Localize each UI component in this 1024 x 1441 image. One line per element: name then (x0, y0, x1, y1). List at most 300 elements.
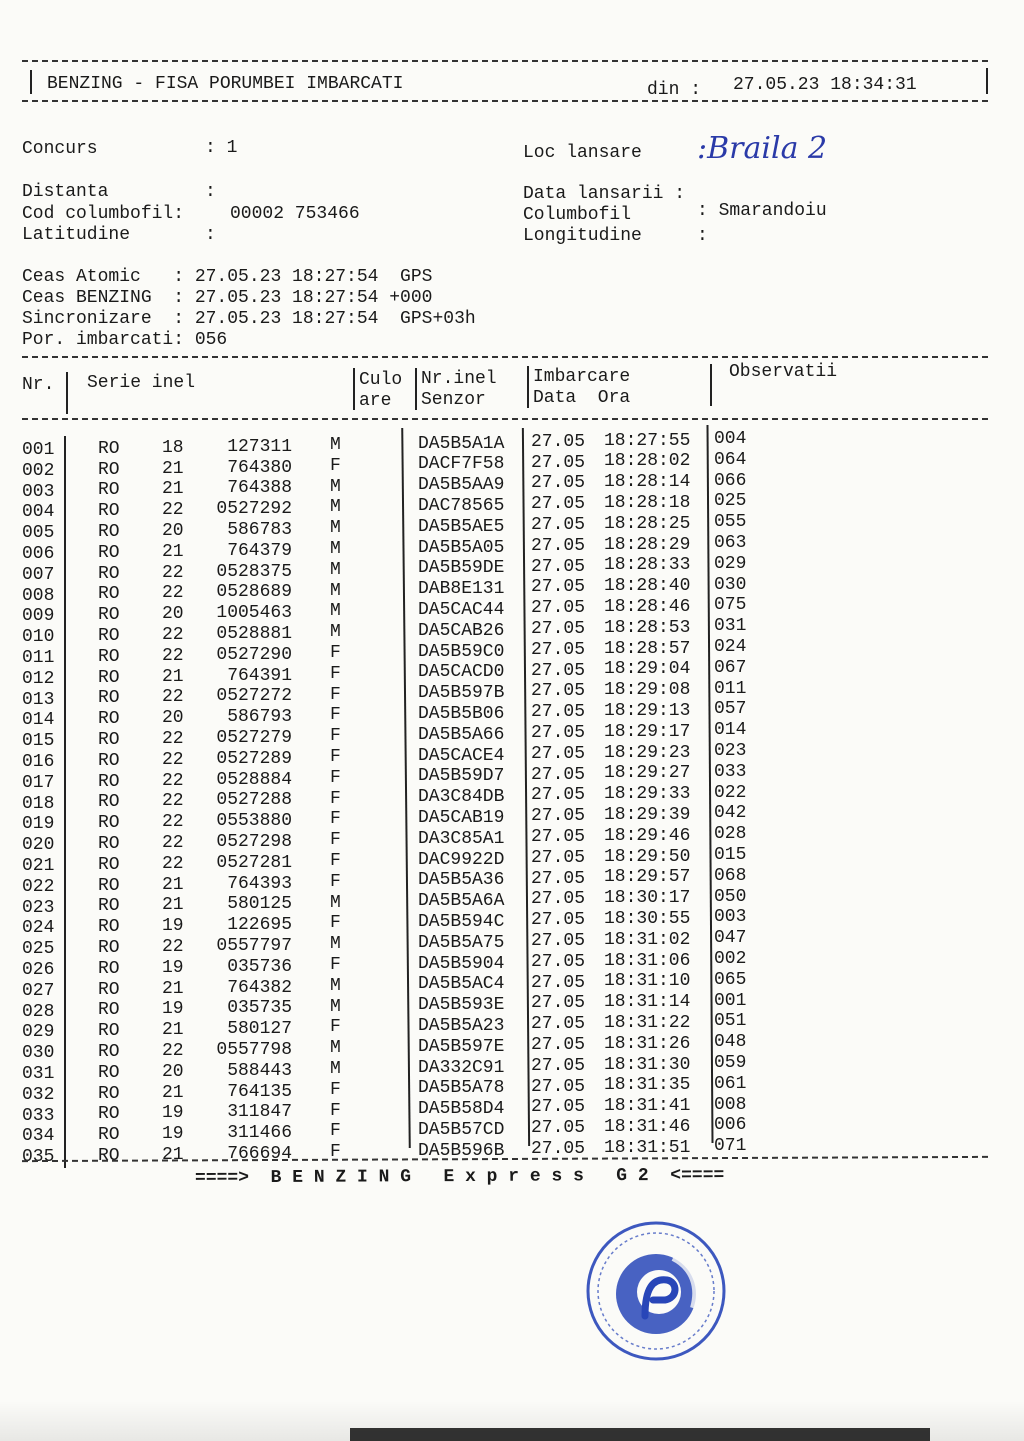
row-ring-number: 0527298 (216, 832, 293, 853)
row-year: 22 (162, 500, 184, 521)
row-sex: F (330, 705, 341, 726)
row-country: RO (98, 438, 120, 459)
row-date: 27.05 (531, 806, 586, 827)
row-ring-number: 580127 (227, 1019, 292, 1040)
row-country: RO (98, 896, 120, 917)
latitudine-label: Latitudine (22, 225, 131, 245)
row-country: RO (98, 792, 120, 813)
row-year: 20 (162, 604, 184, 625)
col-sep-1 (66, 372, 68, 414)
row-country: RO (98, 917, 120, 938)
row-ring-number: 0528881 (216, 624, 293, 645)
row-date: 27.05 (531, 494, 586, 515)
row-sensor: DA5B5AC4 (418, 974, 505, 995)
row-ring-number: 588443 (227, 1060, 292, 1081)
row-country: RO (98, 646, 120, 667)
row-ring-number: 764393 (227, 873, 292, 894)
row-nr: 015 (22, 731, 55, 752)
row-ring-number: 766694 (227, 1143, 292, 1164)
row-sex: F (330, 643, 341, 664)
sincronizare-line: Sincronizare : 27.05.23 18:27:54 GPS+03h (22, 309, 476, 329)
row-time: 18:31:02 (604, 929, 691, 950)
row-observation: 033 (714, 761, 747, 782)
row-date: 27.05 (531, 535, 586, 556)
row-sensor: DACF7F58 (418, 454, 505, 475)
row-time: 18:28:25 (604, 513, 691, 534)
row-sex: F (330, 851, 341, 872)
row-observation: 003 (714, 907, 747, 928)
row-sensor: DA5B594C (418, 912, 505, 933)
loc-lansare-label: Loc lansare (523, 143, 642, 163)
row-observation: 002 (714, 948, 747, 969)
row-date: 27.05 (531, 515, 586, 536)
row-year: 21 (162, 479, 184, 500)
row-time: 18:29:57 (604, 867, 691, 888)
header-left-bar (30, 70, 32, 94)
row-year: 22 (162, 687, 184, 708)
row-sex: F (330, 913, 341, 934)
row-time: 18:28:53 (604, 617, 691, 638)
row-year: 21 (162, 978, 184, 999)
row-sex: F (330, 455, 341, 476)
row-ring-number: 311847 (227, 1102, 292, 1123)
row-sex: F (330, 830, 341, 851)
row-year: 20 (162, 708, 184, 729)
row-sex: F (330, 1079, 341, 1100)
row-country: RO (98, 1083, 120, 1104)
top-dashed-line (22, 60, 988, 62)
row-sensor: DA5B5904 (418, 953, 505, 974)
row-year: 19 (162, 1103, 184, 1124)
row-nr: 011 (22, 648, 55, 668)
row-year: 22 (162, 645, 184, 666)
row-nr: 014 (22, 710, 55, 731)
row-date: 27.05 (531, 577, 586, 598)
row-time: 18:28:57 (604, 638, 691, 659)
row-observation: 068 (714, 865, 747, 886)
row-date: 27.05 (531, 1014, 586, 1035)
row-ring-number: 764379 (227, 540, 292, 561)
row-sex: M (330, 539, 341, 560)
row-nr: 005 (22, 523, 55, 544)
row-nr: 024 (22, 918, 55, 939)
row-nr: 003 (22, 481, 55, 502)
row-country: RO (98, 480, 120, 501)
row-date: 27.05 (531, 1076, 586, 1097)
row-year: 19 (162, 916, 184, 937)
row-sex: F (330, 747, 341, 768)
row-country: RO (98, 771, 120, 792)
row-ring-number: 1005463 (216, 603, 293, 624)
col-imbarcare-header: Imbarcare (533, 367, 631, 387)
row-observation: 051 (714, 1011, 747, 1032)
col-culo-header: Culo (359, 370, 403, 390)
row-time: 18:29:13 (604, 701, 691, 722)
row-observation: 004 (714, 428, 747, 449)
row-date: 27.05 (531, 931, 586, 952)
row-observation: 050 (714, 886, 747, 907)
row-time: 18:31:46 (604, 1117, 691, 1138)
row-nr: 008 (22, 585, 55, 606)
row-date: 27.05 (531, 1035, 586, 1056)
row-nr: 031 (22, 1064, 55, 1084)
row-year: 19 (162, 957, 184, 978)
row-ring-number: 764380 (227, 457, 292, 478)
row-observation: 028 (714, 824, 747, 845)
din-label: din : (647, 80, 702, 100)
row-observation: 047 (714, 928, 747, 949)
row-date: 27.05 (531, 452, 586, 473)
row-sensor: DA5B58D4 (418, 1099, 505, 1120)
row-sensor: DA5B5A6A (418, 891, 505, 912)
row-country: RO (98, 937, 120, 958)
row-nr: 025 (22, 939, 55, 960)
row-observation: 011 (714, 678, 747, 699)
row-sex: F (330, 871, 341, 892)
row-sex: M (330, 518, 341, 539)
row-sex: F (330, 1017, 341, 1038)
row-observation: 014 (714, 720, 747, 741)
col-dataora-header: Data Ora (533, 388, 631, 408)
row-date: 27.05 (531, 431, 586, 452)
row-ring-number: 764388 (227, 478, 292, 499)
loc-lansare-handwritten: :Braila 2 (697, 131, 828, 166)
row-observation: 025 (714, 491, 747, 512)
row-year: 22 (162, 728, 184, 749)
row-sensor: DA5B57CD (418, 1120, 505, 1141)
row-time: 18:29:50 (604, 846, 691, 867)
latitudine-value: : (205, 225, 216, 245)
row-nr: 023 (22, 897, 55, 918)
row-sex: M (330, 601, 341, 622)
row-time: 18:31:26 (604, 1033, 691, 1054)
row-year: 21 (162, 874, 184, 895)
row-country: RO (98, 605, 120, 626)
row-country: RO (98, 979, 120, 1000)
row-sex: M (330, 622, 341, 643)
cod-columbofil-value: 00002 753466 (230, 204, 360, 224)
row-observation: 015 (714, 844, 747, 865)
header-bottom-line (22, 100, 988, 102)
row-sex: F (330, 684, 341, 705)
table-top-line (22, 356, 988, 358)
row-date: 27.05 (531, 598, 586, 619)
row-sensor: DA5B59C0 (418, 641, 505, 662)
cod-columbofil-label: Cod columbofil: (22, 204, 185, 224)
row-nr: 004 (22, 502, 55, 523)
row-country: RO (98, 1125, 120, 1146)
row-nr: 012 (22, 668, 55, 689)
row-year: 22 (162, 853, 184, 874)
row-nr: 016 (22, 752, 55, 772)
row-observation: 022 (714, 782, 747, 803)
row-date: 27.05 (531, 556, 586, 577)
row-country: RO (98, 584, 120, 605)
row-time: 18:31:14 (604, 992, 691, 1013)
columbofil-label: Columbofil (523, 205, 632, 225)
row-time: 18:31:10 (604, 971, 691, 992)
row-nr: 010 (22, 627, 55, 648)
row-time: 18:29:04 (604, 659, 691, 680)
row-nr: 029 (22, 1022, 55, 1043)
row-sensor: DA5CAB26 (418, 620, 505, 641)
row-observation: 024 (714, 636, 747, 657)
row-year: 22 (162, 770, 184, 791)
row-sensor: DA3C84DB (418, 787, 505, 808)
row-observation: 031 (714, 616, 747, 637)
row-date: 27.05 (531, 1097, 586, 1118)
row-sensor: DA5CACE4 (418, 745, 505, 766)
row-year: 22 (162, 583, 184, 604)
concurs-value: : 1 (205, 138, 238, 158)
row-nr: 020 (22, 835, 55, 856)
row-nr: 006 (22, 544, 55, 564)
row-sensor: DAC9922D (418, 849, 505, 870)
row-year: 22 (162, 832, 184, 853)
row-time: 18:31:06 (604, 950, 691, 971)
row-nr: 027 (22, 980, 55, 1001)
row-date: 27.05 (531, 972, 586, 993)
row-ring-number: 0557797 (216, 936, 293, 957)
ceas-atomic-line: Ceas Atomic : 27.05.23 18:27:54 GPS (22, 267, 433, 287)
row-sensor: DA5B5AE5 (418, 516, 505, 537)
row-sex: F (330, 809, 341, 830)
row-sex: F (330, 1121, 341, 1142)
row-sex: M (330, 975, 341, 996)
row-year: 19 (162, 1124, 184, 1145)
row-time: 18:29:23 (604, 742, 691, 763)
row-time: 18:27:55 (604, 430, 691, 451)
row-time: 18:31:30 (604, 1054, 691, 1075)
row-year: 21 (162, 458, 184, 479)
row-time: 18:28:02 (604, 451, 691, 472)
row-country: RO (98, 1062, 120, 1083)
row-country: RO (98, 875, 120, 896)
row-country: RO (98, 667, 120, 688)
row-date: 27.05 (531, 1055, 586, 1076)
row-date: 27.05 (531, 785, 586, 806)
row-ring-number: 764135 (227, 1081, 292, 1102)
row-time: 18:29:08 (604, 680, 691, 701)
row-sensor: DA5B597B (418, 683, 505, 704)
row-date: 27.05 (531, 910, 586, 931)
row-sensor: DA5B593E (418, 995, 505, 1016)
row-time: 18:28:46 (604, 597, 691, 618)
row-country: RO (98, 688, 120, 709)
row-sensor: DA3C85A1 (418, 828, 505, 849)
row-nr: 028 (22, 1001, 55, 1022)
row-year: 22 (162, 1040, 184, 1061)
row-nr: 017 (22, 772, 55, 793)
row-ring-number: 035736 (227, 956, 292, 977)
row-ring-number: 311466 (227, 1123, 292, 1144)
row-observation: 065 (714, 969, 747, 990)
row-nr: 009 (22, 606, 55, 627)
columbofil-value: : Smarandoiu (697, 201, 827, 221)
row-time: 18:29:39 (604, 805, 691, 826)
row-ring-number: 0528884 (216, 769, 293, 790)
longitudine-value: : (697, 226, 708, 246)
row-sex: M (330, 934, 341, 955)
row-country: RO (98, 1041, 120, 1062)
row-sensor: DA5CAC44 (418, 600, 505, 621)
row-country: RO (98, 729, 120, 750)
row-observation: 006 (714, 1115, 747, 1136)
row-date: 27.05 (531, 681, 586, 702)
row-date: 27.05 (531, 993, 586, 1014)
row-country: RO (98, 501, 120, 522)
row-nr: 001 (22, 440, 55, 460)
row-year: 20 (162, 520, 184, 541)
row-observation: 059 (714, 1052, 747, 1073)
row-year: 22 (162, 749, 184, 770)
row-time: 18:31:22 (604, 1013, 691, 1034)
row-ring-number: 586783 (227, 519, 292, 540)
din-timestamp: 27.05.23 18:34:31 (733, 75, 917, 95)
row-country: RO (98, 958, 120, 979)
row-year: 22 (162, 936, 184, 957)
row-date: 27.05 (531, 660, 586, 681)
row-observation: 042 (714, 803, 747, 824)
row-sensor: DA5B5B06 (418, 704, 505, 725)
row-sex: M (330, 559, 341, 580)
row-sensor: DA5B5A66 (418, 724, 505, 745)
row-sex: M (330, 476, 341, 497)
row-sensor: DA5B5A36 (418, 870, 505, 891)
row-time: 18:29:46 (604, 825, 691, 846)
row-ring-number: 127311 (227, 436, 292, 457)
col-sep-3 (415, 368, 417, 410)
row-observation: 061 (714, 1073, 747, 1094)
row-nr: 033 (22, 1105, 55, 1126)
row-observation: 048 (714, 1032, 747, 1053)
col-serie-header: Serie inel (87, 373, 196, 393)
row-observation: 023 (714, 740, 747, 761)
ceas-benzing-line: Ceas BENZING : 27.05.23 18:27:54 +000 (22, 288, 433, 308)
row-date: 27.05 (531, 702, 586, 723)
row-sensor: DA5B597E (418, 1036, 505, 1057)
row-ring-number: 0527279 (216, 728, 293, 749)
row-year: 22 (162, 562, 184, 583)
row-sensor: DA5B5AA9 (418, 475, 505, 496)
row-date: 27.05 (531, 889, 586, 910)
row-ring-number: 0557798 (216, 1040, 293, 1061)
row-time: 18:28:18 (604, 493, 691, 514)
row-country: RO (98, 1021, 120, 1042)
row-observation: 001 (714, 990, 747, 1011)
row-time: 18:29:17 (604, 721, 691, 742)
row-sensor: DAB8E131 (418, 579, 505, 600)
row-sensor: DA5B59D7 (418, 766, 505, 787)
table-header-bottom-line (22, 418, 988, 420)
row-ring-number: 0528689 (216, 582, 293, 603)
row-time: 18:30:17 (604, 888, 691, 909)
row-year: 22 (162, 812, 184, 833)
row-time: 18:28:14 (604, 472, 691, 493)
distanta-value: : (205, 182, 216, 202)
row-sex: M (330, 1038, 341, 1059)
row-nr: 007 (22, 564, 55, 585)
row-time: 18:28:29 (604, 534, 691, 555)
row-country: RO (98, 854, 120, 875)
row-ring-number: 0527288 (216, 790, 293, 811)
row-sensor: DA5CACD0 (418, 662, 505, 683)
row-time: 18:28:33 (604, 555, 691, 576)
row-country: RO (98, 459, 120, 480)
row-ring-number: 580125 (227, 894, 292, 915)
row-sex: M (330, 580, 341, 601)
document-title: BENZING - FISA PORUMBEI IMBARCATI (47, 74, 404, 94)
row-nr: 021 (22, 856, 55, 876)
row-observation: 067 (714, 657, 747, 678)
row-sensor: DA5B596B (418, 1140, 505, 1161)
row-observation: 057 (714, 699, 747, 720)
row-time: 18:31:51 (604, 1137, 691, 1158)
row-observation: 064 (714, 449, 747, 470)
row-sensor: DA5B5A05 (418, 537, 505, 558)
row-date: 27.05 (531, 868, 586, 889)
col-senzor-header: Senzor (421, 390, 486, 410)
row-observation: 066 (714, 470, 747, 491)
row-nr: 034 (22, 1126, 55, 1147)
row-country: RO (98, 833, 120, 854)
row-nr: 035 (22, 1147, 55, 1168)
row-country: RO (98, 709, 120, 730)
body-sep-culo (401, 428, 411, 1148)
concurs-label: Concurs (22, 139, 98, 159)
row-year: 18 (162, 437, 184, 458)
row-ring-number: 0527290 (216, 644, 293, 665)
row-year: 20 (162, 1061, 184, 1082)
row-sex: M (330, 435, 341, 456)
row-ring-number: 0528375 (216, 561, 293, 582)
row-observation: 030 (714, 574, 747, 595)
col-nr-header: Nr. (22, 375, 55, 395)
row-date: 27.05 (531, 743, 586, 764)
benzing-express-footer: ====> B E N Z I N G E x p r e s s G 2 <==== (194, 1165, 725, 1189)
row-country: RO (98, 521, 120, 542)
header-right-bar (986, 68, 988, 94)
row-time: 18:31:35 (604, 1075, 691, 1096)
longitudine-label: Longitudine (523, 226, 642, 246)
col-sep-4 (527, 366, 529, 408)
row-sex: F (330, 1142, 341, 1163)
row-country: RO (98, 750, 120, 771)
row-observation: 071 (714, 1136, 747, 1157)
row-year: 21 (162, 1082, 184, 1103)
scan-edge-bar (350, 1428, 930, 1441)
row-country: RO (98, 1104, 120, 1125)
row-date: 27.05 (531, 473, 586, 494)
row-sex: F (330, 663, 341, 684)
col-nrinel-header: Nr.inel (421, 369, 497, 389)
seal-stamp-icon (583, 1218, 729, 1364)
row-sex: M (330, 996, 341, 1017)
row-sex: F (330, 788, 341, 809)
row-ring-number: 0527289 (216, 748, 293, 769)
row-sensor: DA5CAB19 (418, 808, 505, 829)
row-sensor: DA5B59DE (418, 558, 505, 579)
row-sensor: DA5B5A78 (418, 1078, 505, 1099)
row-nr: 032 (22, 1084, 55, 1105)
row-year: 19 (162, 999, 184, 1020)
row-sex: M (330, 1059, 341, 1080)
row-ring-number: 764382 (227, 977, 292, 998)
row-year: 21 (162, 666, 184, 687)
row-time: 18:29:27 (604, 763, 691, 784)
row-observation: 055 (714, 512, 747, 533)
row-time: 18:30:55 (604, 909, 691, 930)
